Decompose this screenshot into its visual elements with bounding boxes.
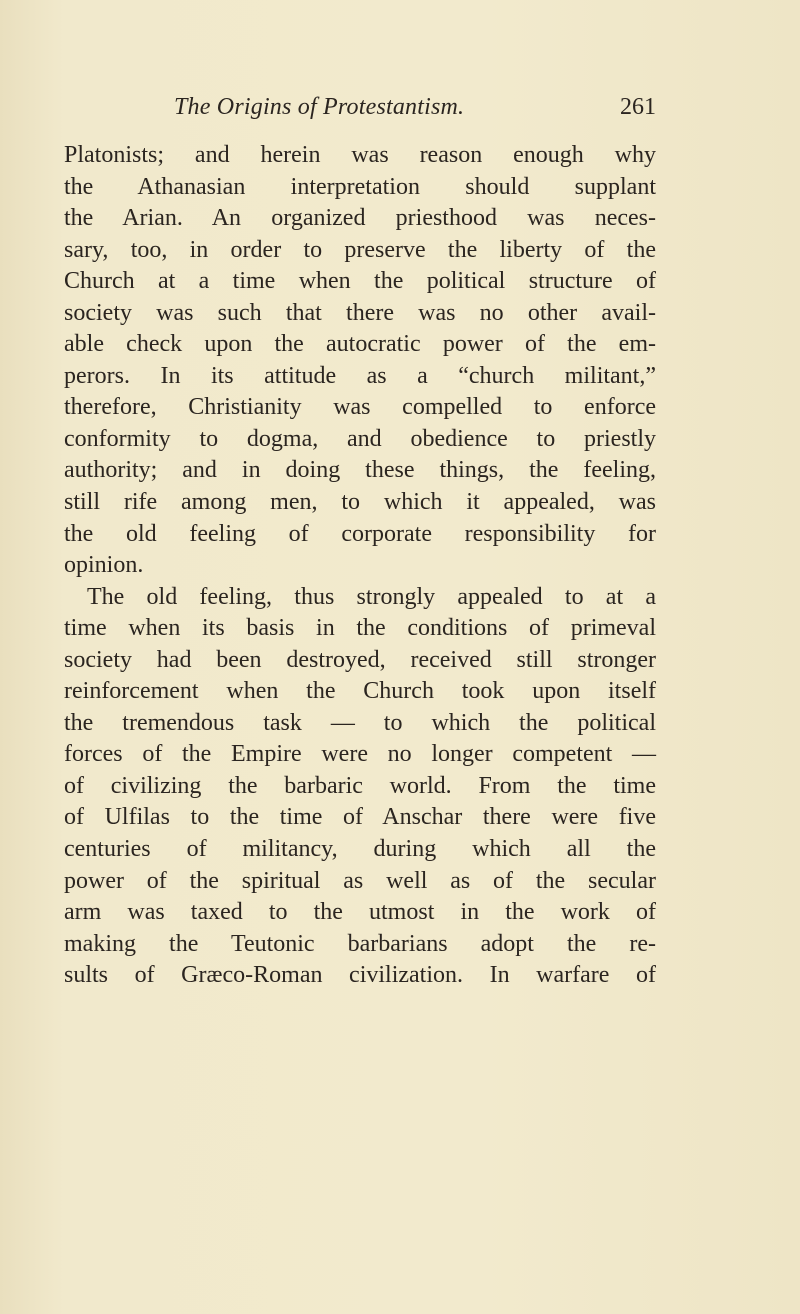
text-line: society had been destroyed, received still stronger xyxy=(64,646,656,673)
text-line: Platonists; and herein was reason enough why xyxy=(64,142,656,168)
text-line: society was such that there was no other avail- xyxy=(64,299,656,326)
text-line: the old feeling of corporate responsibility for xyxy=(64,520,656,547)
running-title: The Origins of Protestantism. xyxy=(174,94,465,120)
text-line: Church at a time when the political structure of xyxy=(64,268,656,295)
text-line: still rife among men, to which it appealed, was xyxy=(64,489,656,516)
text-line: arm was taxed to the utmost in the work of xyxy=(64,899,656,926)
text-line: of civilizing the barbaric world. From the time xyxy=(64,772,656,799)
text-line: reinforcement when the Church took upon itself xyxy=(64,678,656,705)
text-line: perors. In its attitude as a “church militant,” xyxy=(64,362,656,389)
text-line: authority; and in doing these things, the feeling, xyxy=(64,457,656,484)
text-line: centuries of militancy, during which all the xyxy=(64,836,656,863)
text-line: forces of the Empire were no longer competent — xyxy=(64,741,656,768)
running-head xyxy=(64,94,656,126)
text-line: the Arian. An organized priesthood was neces- xyxy=(64,205,656,232)
text-line: The old feeling, thus strongly appealed to at a xyxy=(87,583,656,610)
text-line: the Athanasian interpretation should supplant xyxy=(64,173,656,200)
text-line: the tremendous task — to which the political xyxy=(64,709,656,736)
paragraph xyxy=(64,140,656,582)
text-line: sary, too, in order to preserve the liberty of the xyxy=(64,236,656,263)
text-line: opinion. xyxy=(64,552,144,579)
text-line: able check upon the autocratic power of the em- xyxy=(64,331,656,358)
text-line: of Ulfilas to the time of Anschar there were five xyxy=(64,804,656,831)
text-line: therefore, Christianity was compelled to enforce xyxy=(64,394,656,421)
text-line: time when its basis in the conditions of primeval xyxy=(64,615,656,642)
text-line: making the Teutonic barbarians adopt the re- xyxy=(64,930,656,957)
paragraph xyxy=(64,582,656,992)
text-line: sults of Græco-Roman civilization. In warfare of xyxy=(64,962,656,989)
body-text xyxy=(64,140,656,992)
text-line: power of the spiritual as well as of the secular xyxy=(64,867,656,894)
page-number: 261 xyxy=(620,94,656,120)
text-line: conformity to dogma, and obedience to priestly xyxy=(64,425,656,452)
